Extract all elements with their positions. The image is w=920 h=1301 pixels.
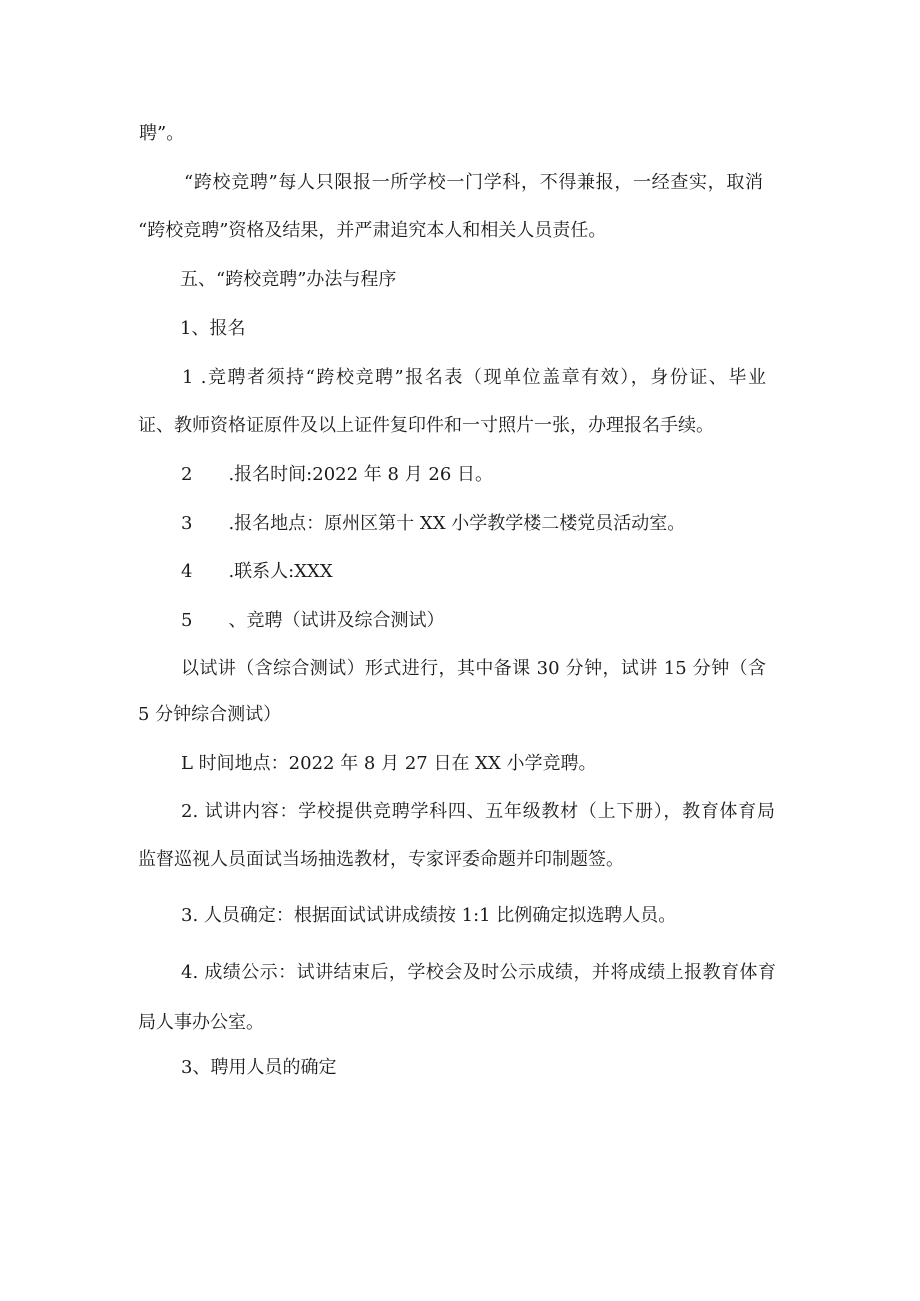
text-line: 证、教师资格证原件及以上证件复印件和一寸照片一张，办理报名手续。 xyxy=(138,415,714,436)
text-line: 3. 人员确定：根据面试试讲成绩按 1:1 比例确定拟选聘人员。 xyxy=(181,905,677,926)
text-line: 4 .联系人:XXX xyxy=(181,561,333,582)
text-line: “跨校竞聘”每人只限报一所学校一门学科，不得兼报，一经查实，取消 xyxy=(184,172,763,193)
text-line: 局人事办公室。 xyxy=(138,1012,264,1033)
text-line: 5 分钟综合测试） xyxy=(138,704,282,725)
text-line: 2. 试讲内容：学校提供竞聘学科四、五年级教材（上下册），教育体育局 xyxy=(181,801,775,822)
text-line: 1 .竞聘者须持“跨校竞聘”报名表（现单位盖章有效），身份证、毕业 xyxy=(182,367,766,388)
text-line: L 时间地点：2022 年 8 月 27 日在 XX 小学竞聘。 xyxy=(181,753,597,774)
text-line: 监督巡视人员面试当场抽选教材，专家评委命题并印制题签。 xyxy=(138,849,624,870)
text-line: “跨校竞聘”资格及结果，并严肃追究本人和相关人员责任。 xyxy=(138,220,607,241)
text-line: 2 .报名时间:2022 年 8 月 26 日。 xyxy=(181,464,494,485)
text-line: 4. 成绩公示：试讲结束后，学校会及时公示成绩，并将成绩上报教育体育 xyxy=(181,962,776,983)
text-line: 以试讲（含综合测试）形式进行，其中备课 30 分钟，试讲 15 分钟（含 xyxy=(181,658,766,679)
subsection-heading: 1、报名 xyxy=(180,318,246,339)
text-line: 5 、竞聘（试讲及综合测试） xyxy=(181,610,445,631)
text-line: 3 .报名地点：原州区第十 XX 小学教学楼二楼党员活动室。 xyxy=(181,513,686,534)
section-heading: 五、“跨校竞聘”办法与程序 xyxy=(180,269,397,290)
subsection-heading: 3、聘用人员的确定 xyxy=(181,1057,337,1078)
text-line: 聘”。 xyxy=(139,123,185,144)
